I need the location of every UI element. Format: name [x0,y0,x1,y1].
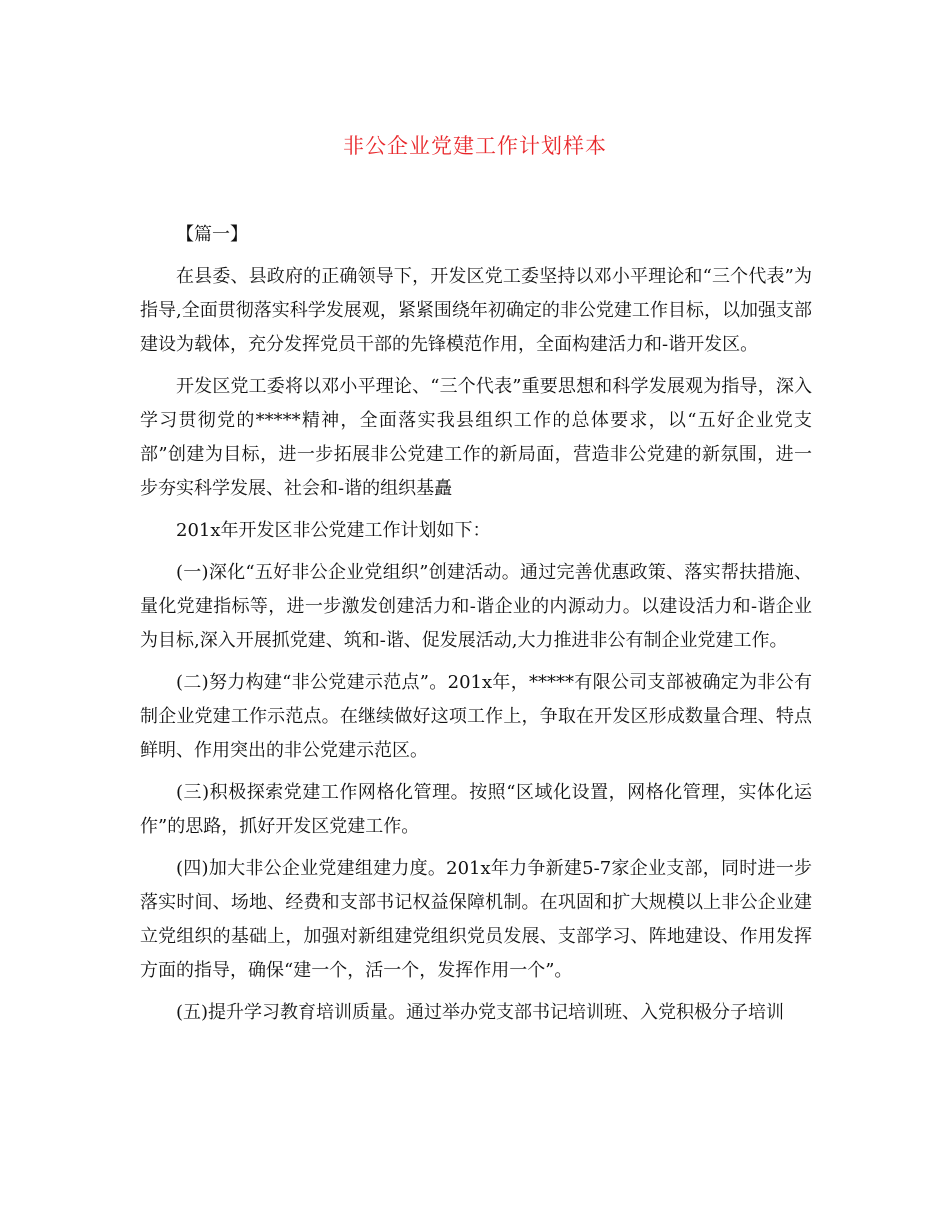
paragraph: 在县委、县政府的正确领导下，开发区党工委坚持以邓小平理论和“三个代表”为指导,全面贯彻落实科学发展观，紧紧围绕年初确定的非公党建工作目标，以加强支部建设为载体，充分发挥党员干部的先锋模范作用，全面构建活力和-谐开发区。 [140,266,812,355]
document-body [140,218,812,1038]
paragraph: 开发区党工委将以邓小平理论、“三个代表”重要思想和科学发展观为指导，深入学习贯彻党的*****精神，全面落实我县组织工作的总体要求，以“五好企业党支部”创建为目标，进一步拓展非公党建工作的新局面，营造非公党建的新氛围，进一步夯实科学发展、社会和-谐的组织基矗 [140,376,812,499]
paragraph: 201x年开发区非公党建工作计划如下： [176,520,491,541]
document-title: 非公企业党建工作计划样本 [343,134,607,158]
section-label: 【篇一】 [176,224,248,245]
paragraph: (一)深化“五好非公企业党组织”创建活动。通过完善优惠政策、落实帮扶措施、量化党建指标等，进一步激发创建活力和-谐企业的内源动力。以建设活力和-谐企业为目标,深入开展抓党建、筑和-谐、促发展活动,大力推进非公有制企业党建工作。 [140,562,812,651]
paragraph: (二)努力构建“非公党建示范点”。201x年，*****有限公司支部被确定为非公有制企业党建工作示范点。在继续做好这项工作上，争取在开发区形成数量合理、特点鲜明、作用突出的非公党建示范区。 [140,672,812,761]
paragraph: (三)积极探索党建工作网格化管理。按照“区域化设置，网格化管理，实体化运作”的思路，抓好开发区党建工作。 [140,782,812,837]
paragraph: (四)加大非公企业党建组建力度。201x年力争新建5-7家企业支部，同时进一步落实时间、场地、经费和支部书记权益保障机制。在巩固和扩大规模以上非公企业建立党组织的基础上，加强对新组建党组织党员发展、支部学习、阵地建设、作用发挥方面的指导，确保“建一个，活一个，发挥作用一个”。 [140,858,812,981]
paragraph: (五)提升学习教育培训质量。通过举办党支部书记培训班、入党积极分子培训 [176,1002,785,1023]
